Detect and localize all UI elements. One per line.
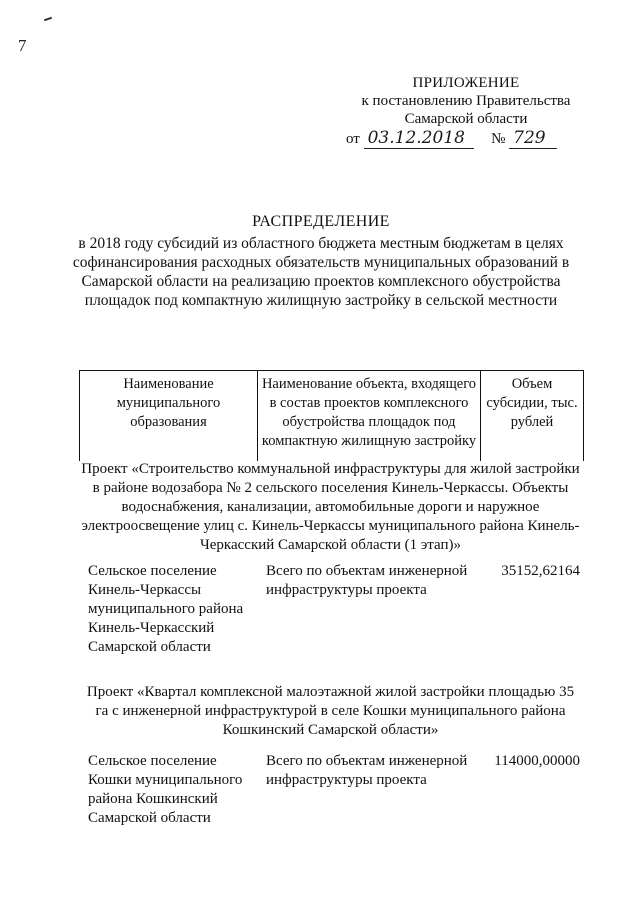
appendix-line-1: к постановлению Правительства bbox=[361, 93, 571, 109]
resolution-number: 729 bbox=[509, 128, 557, 149]
project-1-municipality: Сельское поселение Кинель-Черкассы муниципального района Кинель-Черкасский Самарской области bbox=[88, 563, 244, 655]
resolution-date: 03.12.2018 bbox=[364, 128, 474, 149]
project-2-object: Всего по объектам инженерной инфраструктуры проекта bbox=[266, 753, 468, 788]
project-1-title: Проект «Строительство коммунальной инфраструктуры для жилой застройки в районе водозабора № 2 сельского поселения Кинель-Черкассы. Объекты водоснабжения, канализации, автомобильные дороги и наружное электроосвещение улиц с. Кинель-Черкассы муниципального района Кинель-Черкасский Самарской области (1 этап)» bbox=[81, 461, 580, 553]
project-1-object: Всего по объектам инженерной инфраструктуры проекта bbox=[266, 563, 468, 598]
appendix-title: ПРИЛОЖЕНИЕ bbox=[412, 75, 520, 91]
appendix-block bbox=[346, 74, 586, 128]
project-2-municipality: Сельское поселение Кошки муниципального района Кошкинский Самарской области bbox=[88, 753, 243, 826]
header-subsidy: Объем субсидии, тыс. рублей bbox=[486, 376, 578, 430]
appendix-line-2: Самарской области bbox=[404, 111, 528, 127]
document-heading bbox=[66, 213, 576, 310]
resolution-dateline bbox=[346, 128, 586, 149]
project-2-title: Проект «Квартал комплексной малоэтажной жилой застройки площадью 35 га с инженерной инфраструктурой в селе Кошки муниципального района Кошкинский Самарской области» bbox=[86, 684, 575, 738]
distribution-table-header bbox=[79, 370, 584, 461]
page-mark: 7 bbox=[18, 36, 27, 55]
number-prefix: № bbox=[491, 131, 506, 147]
header-municipality: Наименование муниципального образования bbox=[80, 371, 258, 461]
project-2-amount: 114000,00000 bbox=[494, 753, 580, 769]
project-1-amount: 35152,62164 bbox=[501, 563, 580, 579]
header-object: Наименование объекта, входящего в состав проектов комплексного обустройства площадок под компактную жилищную застройку bbox=[258, 371, 481, 461]
heading-title: РАСПРЕДЕЛЕНИЕ bbox=[252, 213, 390, 230]
heading-body: в 2018 году субсидий из областного бюджета местным бюджетам в целях софинансирования расходных обязательств муниципальных образований в Самарской области на реализацию проектов комплексного обустройства площадок под компактную жилищную застройку в сельской местности bbox=[72, 235, 570, 309]
margin-dash-mark bbox=[44, 17, 52, 22]
date-prefix: от bbox=[346, 131, 360, 147]
